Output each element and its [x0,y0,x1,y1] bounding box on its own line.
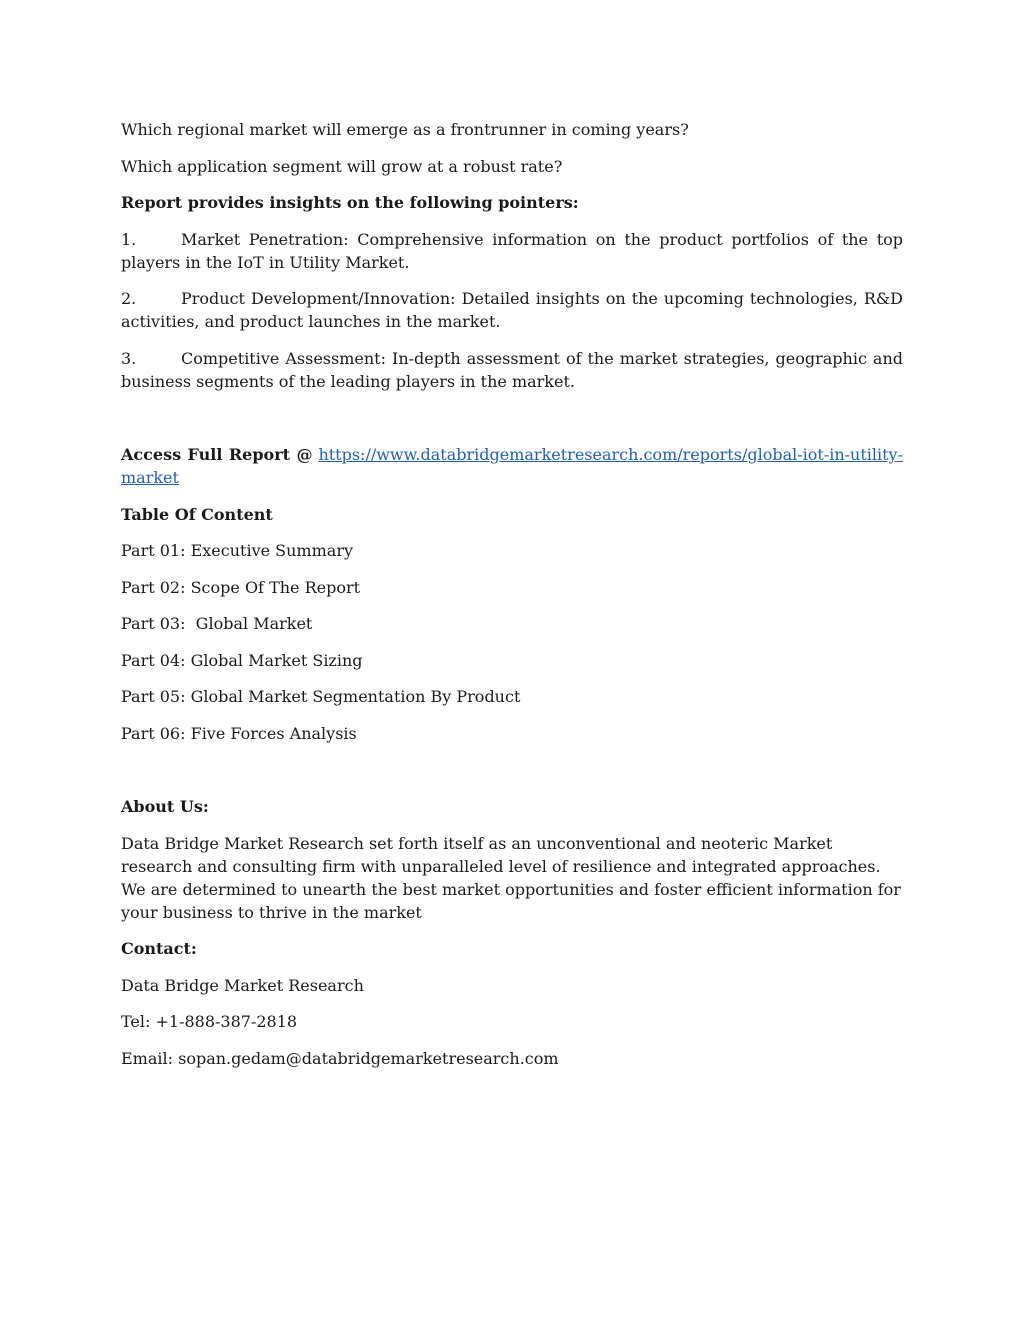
pointer-number: 2. [121,289,137,308]
section-spacer [121,758,903,795]
toc-item: Part 02: Scope Of The Report [121,577,361,597]
document-body [121,118,903,1083]
pointer-item [121,287,903,333]
question-regional: Which regional market will emerge as a frontrunner in coming years? [121,120,689,139]
toc-item: Part 03: Global Market [121,614,313,633]
access-full-report [121,443,903,489]
pointer-text: Product Development/Innovation: Detailed insights on the upcoming technologies, R&D activities, and product launches in the market. [121,289,903,331]
access-label: Access Full Report @ [121,445,313,464]
pointer-item [121,347,903,393]
about-heading: About Us: [121,797,209,816]
section-spacer [121,406,903,443]
contact-tel: Tel: +1-888-387-2818 [121,1012,298,1031]
pointer-number: 3. [121,348,137,368]
toc-heading: Table Of Content [121,504,273,524]
toc-item: Part 06: Five Forces Analysis [121,723,357,743]
about-text: Data Bridge Market Research set forth itself as an unconventional and neoteric Market research and consulting firm with unparalleled level of resilience and integrated approaches. We are determined to unearth the best market opportunities and foster efficient information for your business to thrive in the market [121,833,901,922]
contact-company: Data Bridge Market Research [121,975,364,995]
pointer-item [121,228,903,274]
pointer-text: Market Penetration: Comprehensive information on the product portfolios of the top players in the IoT in Utility Market. [121,229,903,272]
toc-item: Part 01: Executive Summary [121,541,353,560]
report-link[interactable]: https://www.databridgemarketresearch.com/reports/global-iot-in-utility-market [121,445,903,487]
question-application: Which application segment will grow at a robust rate? [121,156,563,176]
pointers-heading: Report provides insights on the following pointers: [121,193,579,212]
contact-heading: Contact: [121,939,197,958]
toc-item: Part 05: Global Market Segmentation By Product [121,687,521,706]
toc-item: Part 04: Global Market Sizing [121,650,363,670]
pointer-number: 1. [121,229,137,249]
contact-email: Email: sopan.gedam@databridgemarketresearch.com [121,1048,559,1068]
pointer-text: Competitive Assessment: In-depth assessment of the market strategies, geographic and business segments of the leading players in the market. [121,348,903,391]
